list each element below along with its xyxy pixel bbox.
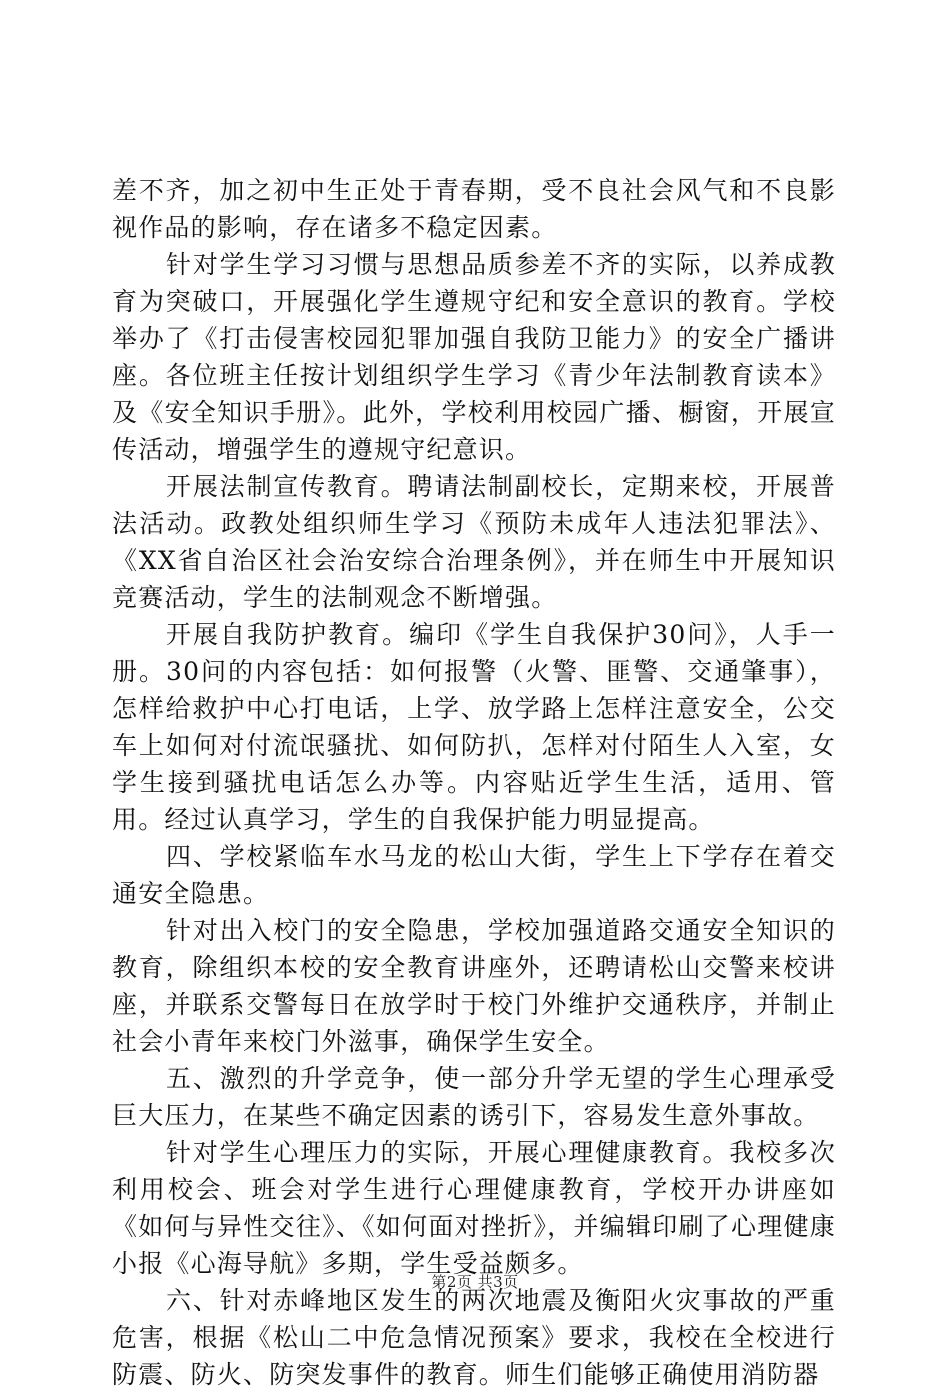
paragraph-traffic-safety: 针对出入校门的安全隐患，学校加强道路交通安全知识的教育，除组织本校的安全教育讲座外，还聘请松山交警来校讲座，并联系交警每日在放学时于校门外维护交通秩序，并制止社会小青年来校门外滋事，确保学生安全。 xyxy=(112,916,836,1056)
paragraph-continuation: 差不齐，加之初中生正处于青春期，受不良社会风气和不良影视作品的影响，存在诸多不稳定因素。 xyxy=(112,176,836,242)
paragraph-item-four: 四、学校紧临车水马龙的松山大街，学生上下学存在着交通安全隐患。 xyxy=(112,842,836,908)
paragraph-self-protection: 开展自我防护教育。编印《学生自我保护30问》，人手一册。30问的内容包括：如何报警（火警、匪警、交通肇事），怎样给救护中心打电话，上学、放学路上怎样注意安全，公交车上如何对付流氓骚扰、如何防扒，怎样对付陌生人入室，女学生接到骚扰电话怎么办等。内容贴近学生生活，适用、管用。经过认真学习，学生的自我保护能力明显提高。 xyxy=(112,620,836,834)
paragraph-habit-education: 针对学生学习习惯与思想品质参差不齐的实际，以养成教育为突破口，开展强化学生遵规守纪和安全意识的教育。学校举办了《打击侵害校园犯罪加强自我防卫能力》的安全广播讲座。各位班主任按计划组织学生学习《青少年法制教育读本》及《安全知识手册》。此外，学校利用校园广播、橱窗，开展宣传活动，增强学生的遵规守纪意识。 xyxy=(112,250,836,464)
paragraph-mental-health: 针对学生心理压力的实际，开展心理健康教育。我校多次利用校会、班会对学生进行心理健康教育，学校开办讲座如《如何与异性交往》、《如何面对挫折》，并编辑印刷了心理健康小报《心海导航》多期，学生受益颇多。 xyxy=(112,1138,836,1278)
paragraph-legal-education: 开展法制宣传教育。聘请法制副校长，定期来校，开展普法活动。政教处组织师生学习《预防未成年人违法犯罪法》、《XX省自治区社会治安综合治理条例》，并在师生中开展知识竞赛活动，学生的法制观念不断增强。 xyxy=(112,472,836,612)
page-number-footer: 第2页 共3页 xyxy=(431,1273,519,1291)
paragraph-item-five: 五、激烈的升学竞争，使一部分升学无望的学生心理承受巨大压力，在某些不确定因素的诱引下，容易发生意外事故。 xyxy=(112,1064,836,1130)
document-body xyxy=(112,172,836,1393)
paragraph-item-six: 六、针对赤峰地区发生的两次地震及衡阳火灾事故的严重危害，根据《松山二中危急情况预案》要求，我校在全校进行防震、防火、防突发事件的教育。师生们能够正确使用消防器 xyxy=(112,1286,836,1389)
